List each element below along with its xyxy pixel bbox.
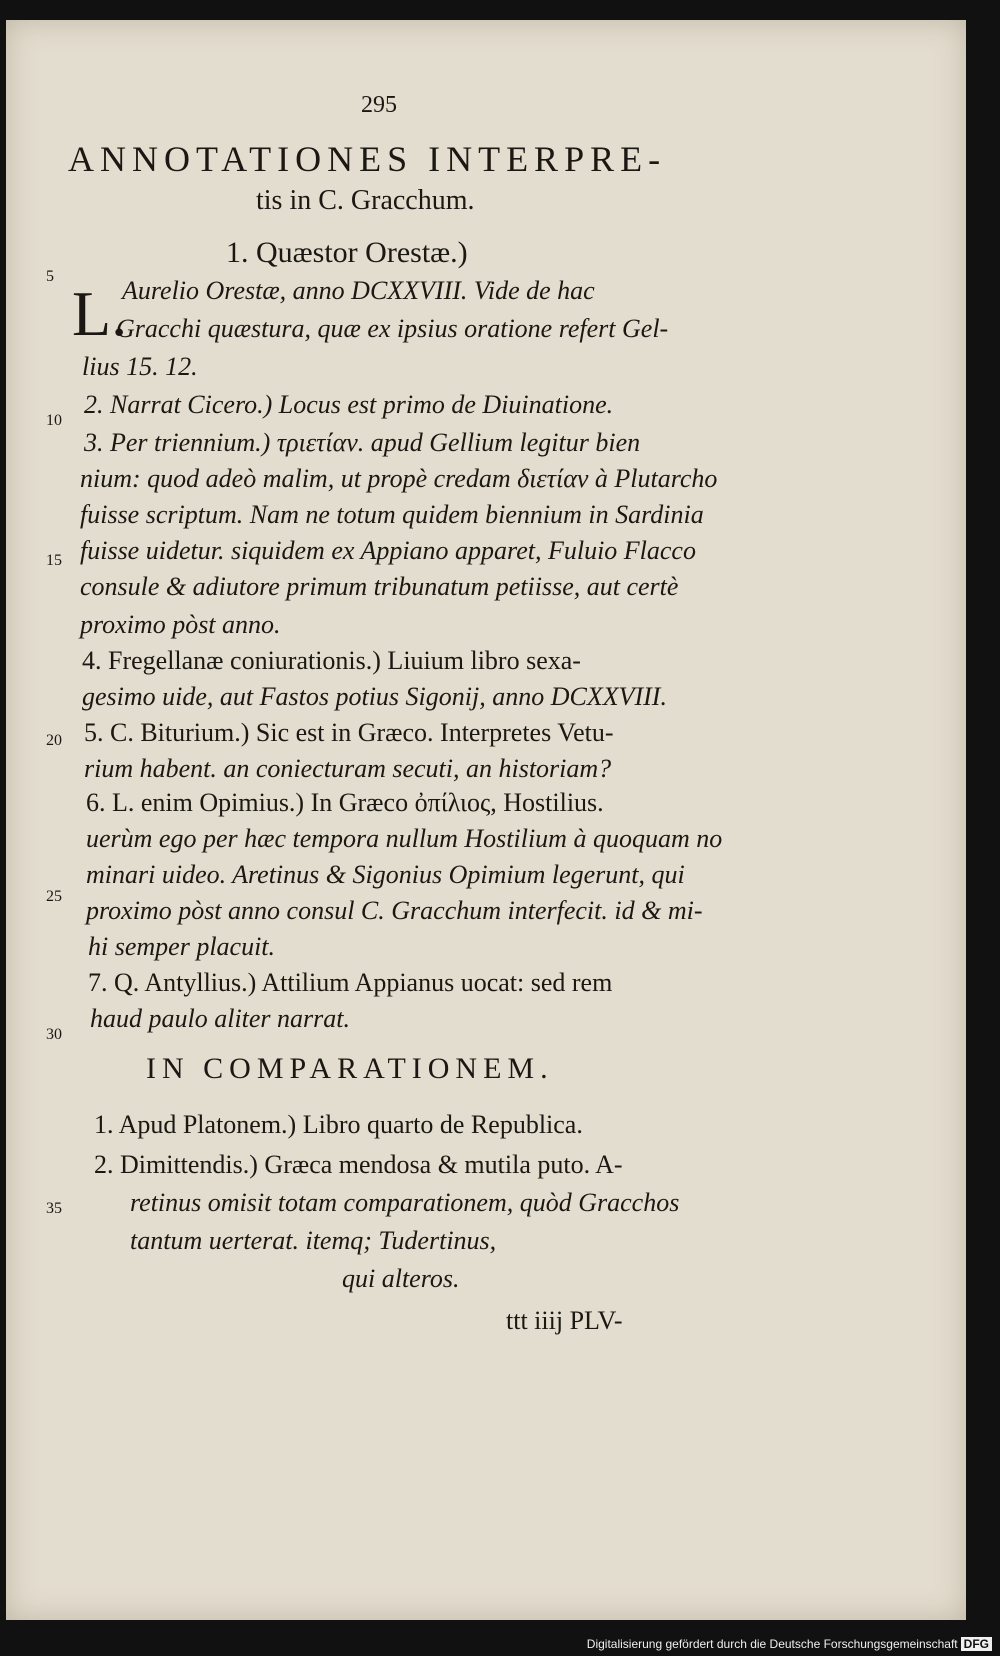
text-line: uerùm ego per hæc tempora nullum Hostilium à quoquam no bbox=[86, 824, 723, 853]
text-line: 2. Dimittendis.) Græca mendosa & mutila puto. A- bbox=[94, 1150, 623, 1179]
text-line: proximo pòst anno consul C. Gracchum interfecit. id & mi- bbox=[86, 896, 703, 925]
text-line: retinus omisit totam comparationem, quòd Gracchos bbox=[130, 1188, 680, 1217]
line-number: 20 bbox=[46, 732, 62, 749]
drop-cap: L. bbox=[72, 278, 128, 349]
section-heading-comparationem: IN COMPARATIONEM. bbox=[146, 1052, 554, 1085]
text-line: minari uideo. Aretinus & Sigonius Opimium legerunt, qui bbox=[86, 860, 685, 889]
line-number: 10 bbox=[46, 412, 62, 429]
text-line: gesimo uide, aut Fastos potius Sigonij, anno DCXXVIII. bbox=[82, 682, 667, 711]
page-number: 295 bbox=[361, 92, 397, 118]
text-line: 7. Q. Antyllius.) Attilium Appianus uocat: sed rem bbox=[88, 968, 613, 997]
text-line: fuisse uidetur. siquidem ex Appiano apparet, Fuluio Flacco bbox=[80, 536, 696, 565]
title-line-1: ANNOTATIONES INTERPRE- bbox=[68, 139, 667, 179]
line-number: 15 bbox=[46, 552, 62, 569]
text-line: tantum uerterat. itemq; Tudertinus, bbox=[130, 1226, 497, 1255]
text-line: haud paulo aliter narrat. bbox=[90, 1004, 351, 1033]
text-line: nium: quod adeò malim, ut propè credam διετίαν à Plutarcho bbox=[80, 464, 718, 493]
text-line: 2. Narrat Cicero.) Locus est primo de Diuinatione. bbox=[84, 390, 614, 419]
title-line-2: tis in C. Gracchum. bbox=[256, 185, 475, 216]
funding-notice bbox=[587, 1637, 992, 1651]
text-line: lius 15. 12. bbox=[82, 352, 198, 381]
text-line: 4. Fregellanæ coniurationis.) Liuium libro sexa- bbox=[82, 646, 581, 675]
text-line: fuisse scriptum. Nam ne totum quidem biennium in Sardinia bbox=[80, 500, 704, 529]
text-line: Gracchi quæstura, quæ ex ipsius oratione refert Gel- bbox=[116, 314, 669, 343]
text-line: rium habent. an coniecturam secuti, an historiam? bbox=[84, 754, 612, 783]
catchword: ttt iiij PLV- bbox=[506, 1306, 623, 1335]
dfg-logo: DFG bbox=[961, 1637, 992, 1651]
line-number: 25 bbox=[46, 888, 62, 905]
text-line: consule & adiutore primum tribunatum petiisse, aut certè bbox=[80, 572, 679, 601]
funding-text: Digitalisierung gefördert durch die Deutsche Forschungsgemeinschaft bbox=[586, 1637, 958, 1651]
line-number: 5 bbox=[46, 268, 54, 285]
text-line: 1. Apud Platonem.) Libro quarto de Republica. bbox=[94, 1110, 583, 1139]
line-number: 35 bbox=[46, 1200, 62, 1217]
text-line: Aurelio Orestæ, anno DCXXVIII. Vide de hac bbox=[122, 276, 595, 305]
text-line: hi semper placuit. bbox=[88, 932, 276, 961]
text-line: 3. Per triennium.) τριετίαν. apud Gellium legitur bien bbox=[84, 428, 641, 457]
text-line: qui alteros. bbox=[342, 1264, 460, 1293]
subheading-quaestor: 1. Quæstor Orestæ.) bbox=[226, 236, 468, 269]
document-page bbox=[6, 20, 966, 1620]
line-number: 30 bbox=[46, 1026, 62, 1043]
text-line: 6. L. enim Opimius.) In Græco ὀπίλιος, Hostilius. bbox=[86, 788, 604, 817]
text-line: 5. C. Biturium.) Sic est in Græco. Interpretes Vetu- bbox=[84, 718, 614, 747]
text-line: proximo pòst anno. bbox=[80, 610, 281, 639]
